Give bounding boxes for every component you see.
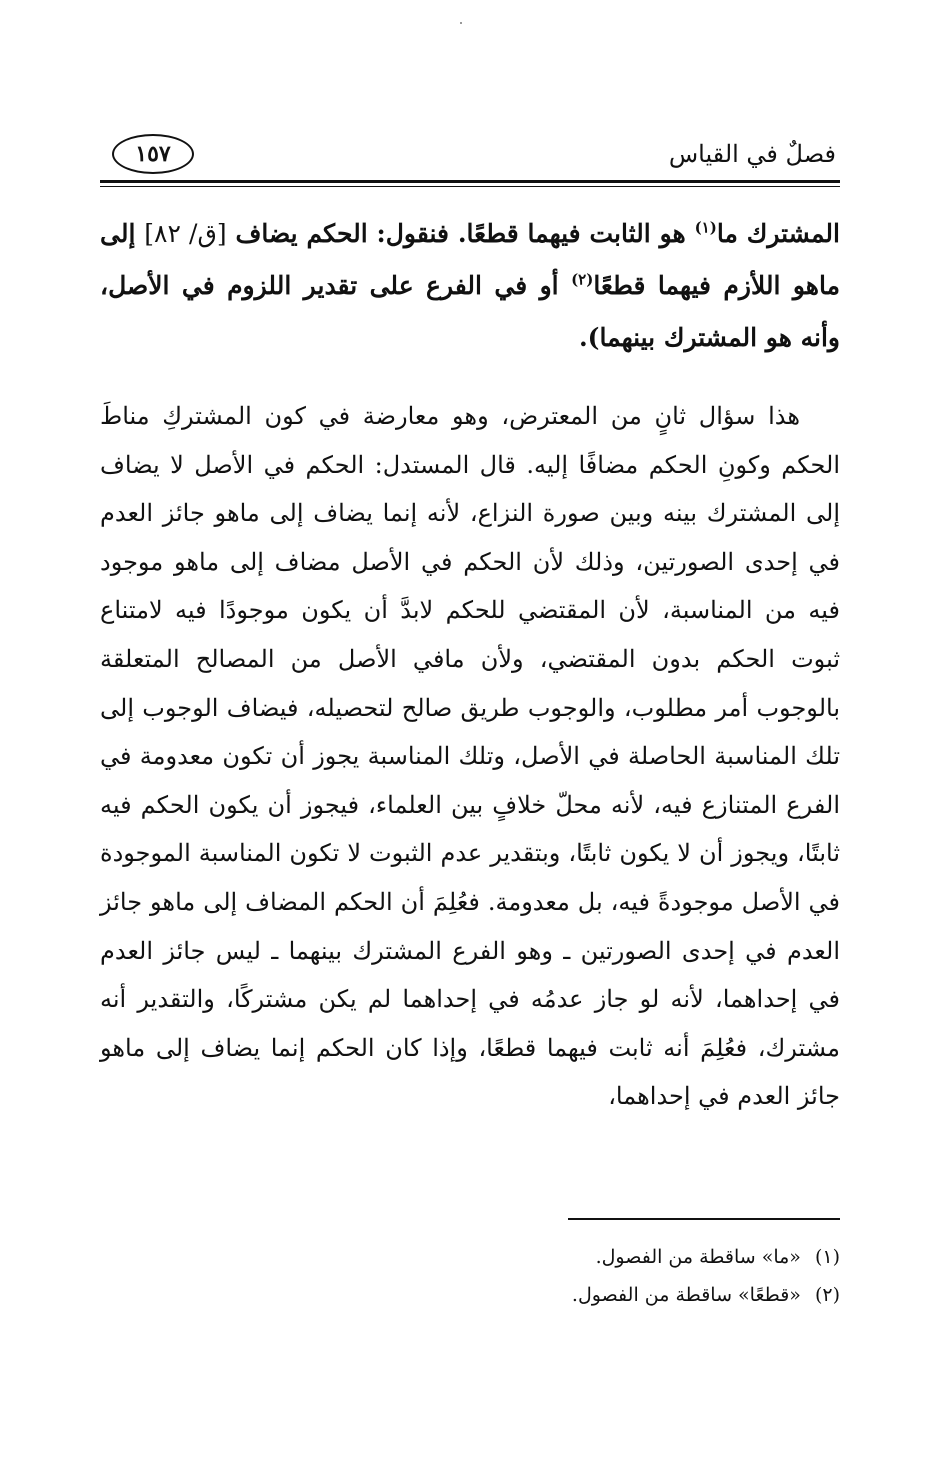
footnotes [300, 1238, 840, 1314]
commentary-text: هذا سؤال ثانٍ من المعترض، وهو معارضة في كون المشتركِ مناطَ الحكم وكونِ الحكم مضافًا إليه. قال المستدل: الحكم في الأصل لا يضاف إلى المشترك بينه وبين صورة النزاع، لأنه إنما يضاف إلى ماهو جائز العدم في إحدى الصورتين، وذلك لأن الحكم في الأصل مضاف إلى ماهو موجود فيه من المناسبة، لأن المقتضي للحكم لابدَّ أن يكون موجودًا فيه لامتناع ثبوت الحكم بدون المقتضي، ولأن مافي الأصل من المصالح المتعلقة بالوجوب أمر مطلوب، والوجوب طريق صالح لتحصيله، فيضاف الوجوب إلى تلك المناسبة الحاصلة في الأصل، وتلك المناسبة يجوز أن تكون معدومة في الفرع المتنازع فيه، لأنه محلّ خلافٍ بين العلماء، فيجوز أن يكون الحكم فيه ثابتًا، ويجوز أن لا يكون ثابتًا، وبتقدير عدم الثبوت لا تكون المناسبة الموجودة في الأصل موجودةً فيه، بل معدومة. فعُلِمَ أن الحكم المضاف إلى ماهو جائز العدم في إحدى الصورتين ـ وهو الفرع المشترك بينهما ـ ليس جائز العدم في إحداهما، لأنه لو جاز عدمُه في إحداهما لم يكن مشتركًا، والتقدير أنه مشترك، فعُلِمَ أنه ثابت فيهما قطعًا، وإذا كان الحكم إنما يضاف إلى ماهو جائز العدم في إحداهما، [100, 402, 840, 1111]
footnote-text: «ما» ساقطة من الفصول. [595, 1246, 801, 1268]
quoted-text-part-2: هو الثابت فيهما قطعًا. فنقول: الحكم يضاف [226, 219, 695, 248]
footnote-text: «قطعًا» ساقطة من الفصول. [571, 1284, 801, 1306]
footnote-number: (١) [814, 1246, 840, 1268]
footnote-number: (٢) [814, 1284, 840, 1306]
footnote-ref-2[interactable]: (٢) [571, 270, 594, 289]
quoted-text [100, 208, 840, 364]
manuscript-folio-ref: [ق/ ٨٢] [144, 219, 227, 248]
quoted-text-part-4: أو في الفرع على تقدير اللزوم في الأصل، وأنه هو المشترك بينهما). [100, 271, 840, 352]
footnote-2 [300, 1276, 840, 1314]
page-number: ١٥٧ [112, 134, 194, 174]
running-title: فصلٌ في القياس [668, 140, 836, 168]
page-header [100, 128, 840, 180]
footnote-1 [300, 1238, 840, 1276]
footnote-ref-1[interactable]: (١) [694, 218, 717, 237]
quoted-text-part-1: المشترك ما [716, 219, 840, 248]
scan-speck [460, 22, 462, 24]
footnote-separator [568, 1218, 840, 1220]
quoted-text-part-3: إلى ماهو اللأزم فيهما قطعًا [100, 219, 840, 300]
header-rule-thin [100, 186, 840, 187]
commentary-paragraph [100, 392, 840, 1121]
header-rule-thick [100, 180, 840, 183]
